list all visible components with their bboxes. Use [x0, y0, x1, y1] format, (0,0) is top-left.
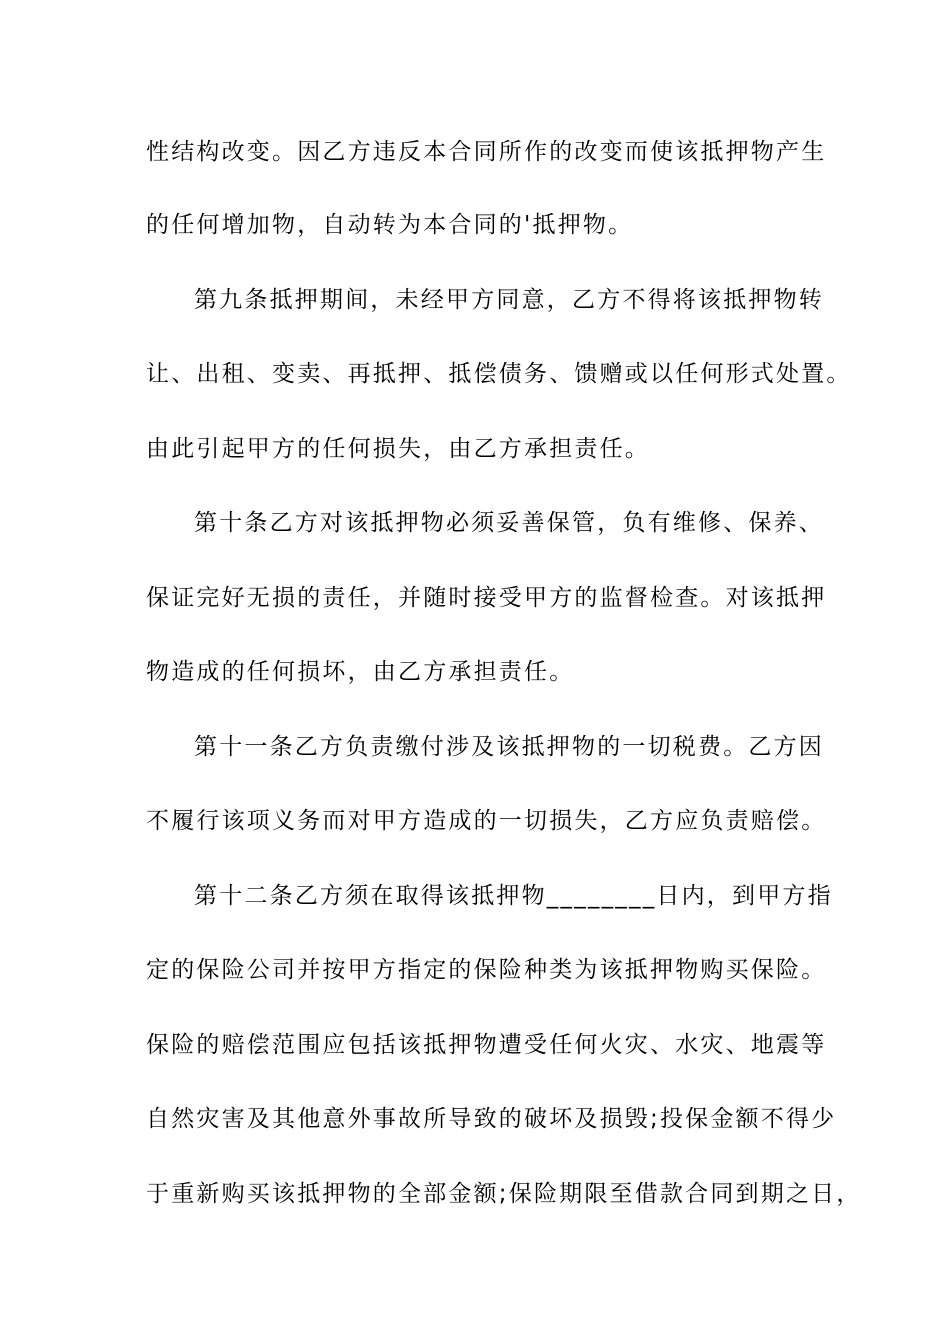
text-line-12: 定的保险公司并按甲方指定的保险种类为该抵押物购买保险。	[146, 957, 827, 983]
text-line-8: 物造成的任何损坏，由乙方承担责任。	[146, 659, 575, 685]
text-line-14: 自然灾害及其他意外事故所导致的破坏及损毁;投保金额不得少	[146, 1106, 837, 1132]
text-line-10: 不履行该项义务而对甲方造成的一切损失，乙方应负责赔偿。	[146, 808, 827, 834]
paragraph-12-start: 第十二条乙方须在取得该抵押物________日内，到甲方指	[194, 883, 833, 909]
text-line-5: 由此引起甲方的任何损失，由乙方承担责任。	[146, 436, 650, 462]
text-line-13: 保险的赔偿范围应包括该抵押物遭受任何火灾、水灾、地震等	[146, 1032, 827, 1058]
text-line-7: 保证完好无损的责任，并随时接受甲方的监督检查。对该抵押	[146, 585, 827, 611]
paragraph-11-start: 第十一条乙方负责缴付涉及该抵押物的一切税费。乙方因	[194, 734, 824, 760]
text-line-2: 的任何增加物，自动转为本合同的'抵押物。	[146, 212, 634, 238]
text-line-15: 于重新购买该抵押物的全部金额;保险期限至借款合同到期之日，	[146, 1181, 862, 1207]
paragraph-10-start: 第十条乙方对该抵押物必须妥善保管，负有维修、保养、	[194, 510, 824, 536]
text-line-1: 性结构改变。因乙方违反本合同所作的改变而使该抵押物产生	[146, 139, 827, 165]
paragraph-9-start: 第九条抵押期间，未经甲方同意，乙方不得将该抵押物转	[194, 287, 824, 313]
text-line-4: 让、出租、变卖、再抵押、抵偿债务、馈赠或以任何形式处置。	[146, 361, 852, 387]
